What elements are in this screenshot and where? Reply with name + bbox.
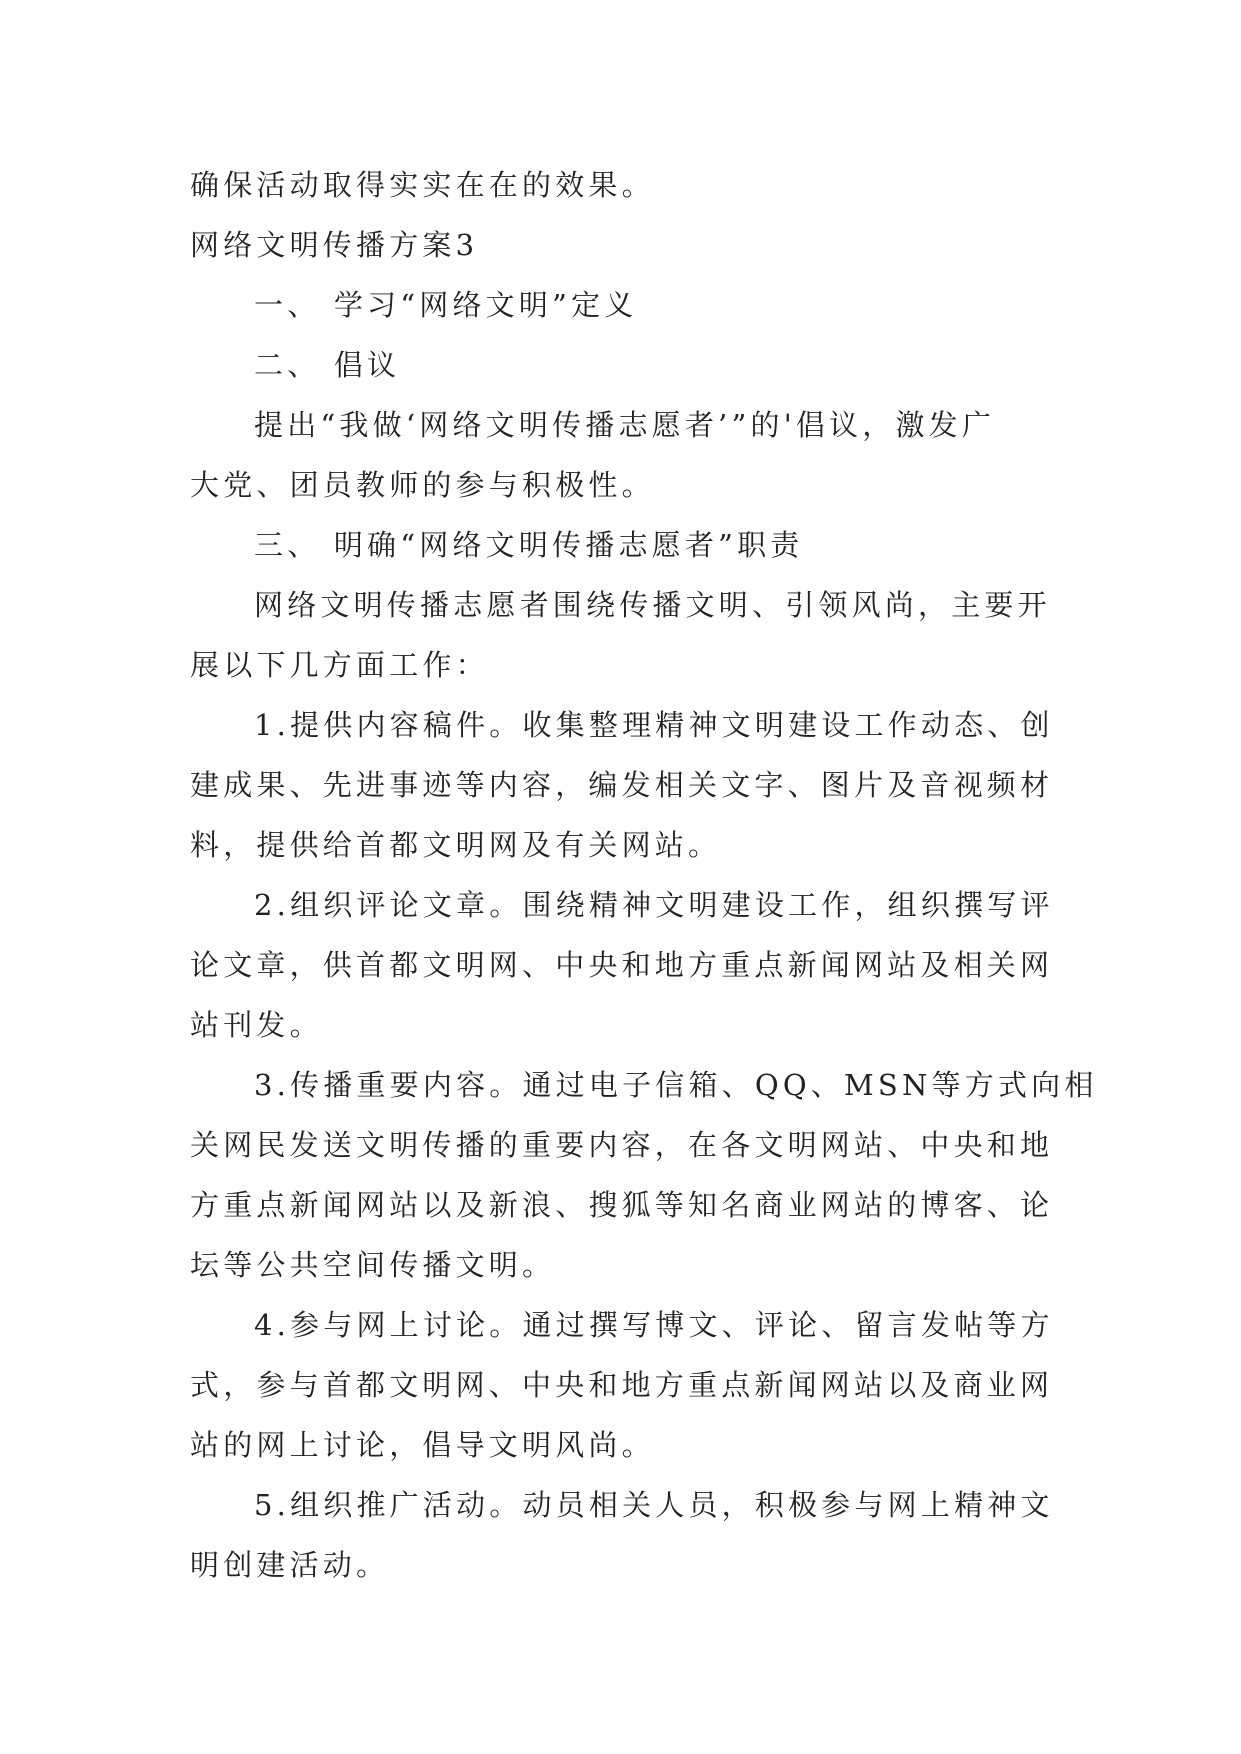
paragraph-line: 大党、团员教师的参与积极性。 xyxy=(190,468,655,502)
list-item-line: 式，参与首都文明网、中央和地方重点新闻网站以及商业网 xyxy=(190,1368,1054,1402)
text-line: 确保活动取得实实在在的效果。 xyxy=(190,168,655,202)
paragraph-line: 网络文明传播志愿者围绕传播文明、引领风尚，主要开 xyxy=(254,588,1051,622)
list-item-line: 明创建活动。 xyxy=(190,1548,390,1582)
list-item-line: 方重点新闻网站以及新浪、搜狐等知名商业网站的博客、论 xyxy=(190,1188,1054,1222)
list-item-line: 建成果、先进事迹等内容，编发相关文字、图片及音视频材 xyxy=(190,768,1054,802)
paragraph-line: 展以下几方面工作： xyxy=(190,648,489,682)
list-item-line: 2.组织评论文章。围绕精神文明建设工作，组织撰写评 xyxy=(254,888,1054,922)
heading-line: 二、 倡议 xyxy=(254,348,401,382)
section-title: 网络文明传播方案3 xyxy=(190,228,479,262)
list-item-line: 论文章，供首都文明网、中央和地方重点新闻网站及相关网 xyxy=(190,948,1054,982)
list-item-line: 坛等公共空间传播文明。 xyxy=(190,1248,556,1282)
paragraph-line: 提出“我做‘网络文明传播志愿者’”的'倡议，激发广 xyxy=(254,408,996,442)
list-item-line: 料，提供给首都文明网及有关网站。 xyxy=(190,828,722,862)
heading-line: 一、 学习“网络文明”定义 xyxy=(254,288,638,322)
list-item-line: 4.参与网上讨论。通过撰写博文、评论、留言发帖等方 xyxy=(254,1308,1054,1342)
list-item-line: 5.组织推广活动。动员相关人员，积极参与网上精神文 xyxy=(254,1488,1054,1522)
heading-line: 三、 明确“网络文明传播志愿者”职责 xyxy=(254,528,804,562)
list-item-line: 站刊发。 xyxy=(190,1008,323,1042)
list-item-line: 站的网上讨论，倡导文明风尚。 xyxy=(190,1428,655,1462)
list-item-line: 关网民发送文明传播的重要内容，在各文明网站、中央和地 xyxy=(190,1128,1054,1162)
list-item-line: 3.传播重要内容。通过电子信箱、QQ、MSN等方式向相 xyxy=(254,1068,1098,1102)
list-item-line: 1.提供内容稿件。收集整理精神文明建设工作动态、创 xyxy=(254,708,1054,742)
